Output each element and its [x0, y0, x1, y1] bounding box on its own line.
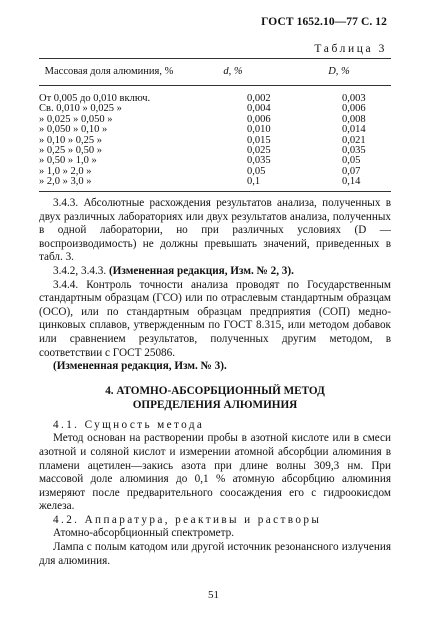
paragraph-method-essence: Метод основан на растворении пробы в азотной кислоте или в смеси азотной и соляной кислот и измерении атомной абсорбции алюминия в пламени ацетилен—закись азота при длине волны 309,3 нм. При массовой доле алюминия до 0,1 % атомную абсорбцию алюминия измеряют после предварительного соосаждения его с гидроокисдом железа.: [39, 432, 391, 513]
mass-fraction-cell: » 0,10 » 0,25 »: [39, 134, 102, 146]
paragraph-revision-3: (Измененная редакция, Изм. № 3).: [53, 360, 227, 373]
body-text: [39, 197, 391, 568]
page-header: ГОСТ 1652.10—77 С. 12: [261, 16, 387, 28]
d-cell: 0,05: [247, 165, 266, 177]
table-row: [39, 86, 391, 105]
mass-fraction-cell: От 0,005 до 0,010 включ.: [39, 93, 151, 104]
accuracy-table: [39, 58, 391, 192]
column-header-D: D, %: [287, 59, 391, 86]
table-row: [39, 177, 391, 191]
mass-fraction-cell: » 2,0 » 3,0 »: [39, 177, 179, 191]
mass-fraction-cell: » 0,25 » 0,50 »: [39, 145, 102, 157]
table-body: [39, 86, 391, 192]
d-cell: 0,015: [247, 134, 271, 146]
d-cell: 0,006: [247, 113, 271, 125]
D-cell: 0,035: [342, 145, 366, 157]
d-cell: 0,010: [247, 124, 271, 136]
paragraph-lamp: Лампа с полым катодом или другой источник резонансного излучения для алюминия.: [39, 541, 391, 567]
paragraph-3-4-3: 3.4.3. Абсолютные расхождения результатов анализа, полученных в двух различных лабораториях или двух результатов анализа, полученных в одной лаборатории, но при различных условиях (D — воспроизводимость) не должны превышать значений, приведенных в табл. 3.: [39, 197, 391, 264]
d-cell: 0,002: [247, 93, 271, 104]
d-cell: 0,035: [247, 155, 271, 167]
paragraph-3-4-4: 3.4.4. Контроль точности анализа проводят по Государственным стандартным образцам (ГСО) или по отраслевым стандартным образцам (ОСО), или по стандартным образцам предприятия (СОП) медно-цинковых сплавов, утвержденным по ГОСТ 8.315, или методом добавок или сравнением результатов, полученных другим методом, в соответствии с ГОСТ 25086.: [39, 278, 391, 359]
D-cell: 0,07: [342, 165, 361, 177]
paragraph-spectrometer: Атомно-абсорбционный спектрометр.: [53, 527, 235, 540]
subsection-4-1-heading: 4.1. Сущность метода: [53, 418, 205, 431]
column-header-mass-fraction: Массовая доля алюминия, %: [39, 59, 179, 86]
table-row: [39, 156, 391, 166]
D-cell: 0,006: [342, 103, 366, 115]
D-cell: 0,014: [342, 124, 366, 136]
D-cell: 0,05: [342, 155, 361, 167]
mass-fraction-cell: » 0,50 » 1,0 »: [39, 155, 97, 167]
D-cell: 0,021: [342, 134, 366, 146]
subsection-4-2-heading: 4.2. Аппаратура, реактивы и растворы: [53, 513, 322, 526]
paragraph-revision-2-3: 3.4.2, 3.4.3. (Измененная редакция, Изм. № 2, 3).: [53, 264, 294, 277]
mass-fraction-cell: » 0,050 » 0,10 »: [39, 124, 108, 136]
section-title: 4. АТОМНО-АБСОРБЦИОННЫЙ МЕТОД ОПРЕДЕЛЕНИЯ АЛЮМИНИЯ: [105, 384, 325, 411]
table-caption: Таблица 3: [314, 43, 387, 55]
d-cell: 0,025: [247, 145, 271, 157]
table-header-row: [39, 59, 391, 86]
D-cell: 0,008: [342, 113, 366, 125]
table-row: [39, 167, 391, 177]
mass-fraction-cell: Св. 0,010 » 0,025 »: [39, 103, 122, 115]
D-cell: 0,14: [287, 177, 391, 191]
d-cell: 0,1: [179, 177, 287, 191]
D-cell: 0,003: [342, 93, 366, 104]
column-header-d: d, %: [179, 59, 287, 86]
d-cell: 0,004: [247, 103, 271, 115]
mass-fraction-cell: » 0,025 » 0,050 »: [39, 113, 113, 125]
mass-fraction-cell: » 1,0 » 2,0 »: [39, 165, 92, 177]
page-number: 51: [208, 589, 219, 601]
